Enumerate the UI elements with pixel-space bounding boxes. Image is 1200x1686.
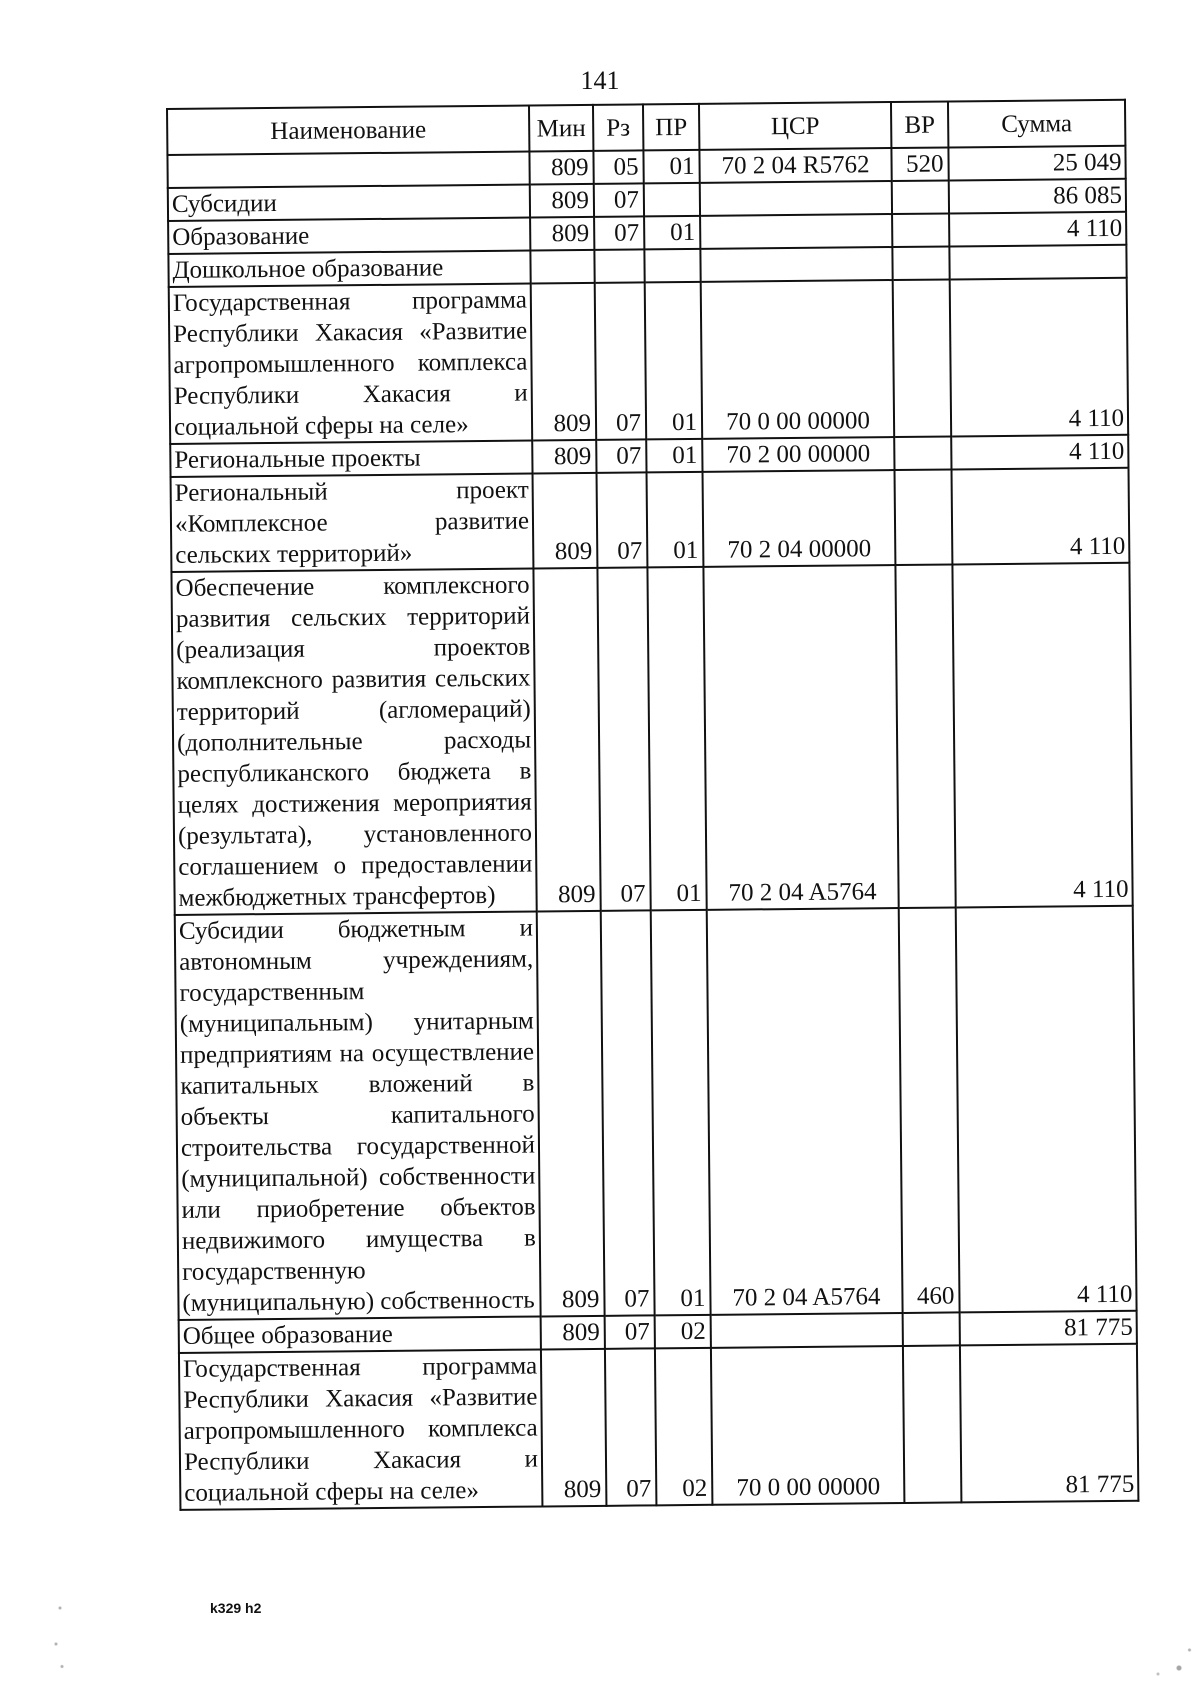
row-name: Государственная программа Республики Хакасия «Развитие агропромышленного комплекса Республики Хакасия и социальной сферы на селе» xyxy=(169,284,532,444)
row-rz: 05 xyxy=(593,150,643,183)
page-number: 141 xyxy=(580,66,620,95)
row-vr xyxy=(892,213,949,247)
row-vr: 460 xyxy=(899,907,960,1313)
row-csr xyxy=(700,181,892,216)
table-row xyxy=(179,1344,1138,1510)
row-name: Образование xyxy=(168,218,530,254)
row-csr: 70 2 00 00000 xyxy=(702,437,894,472)
row-rz: 07 xyxy=(594,183,644,216)
row-rz: 07 xyxy=(605,1315,655,1348)
budget-table xyxy=(166,99,1139,1511)
header-name: Наименование xyxy=(167,106,529,155)
row-sum: 25 049 xyxy=(948,146,1125,181)
row-name: Обеспечение комплексного развития сельских территорий (реализация проектов комплексного развития сельских территорий (агломераций) (дополнительные расходы республиканского бюджета в целях достижения мероприятия (результата), установленного соглашением о предоставлении межбюджетных трансфертов) xyxy=(171,568,536,914)
header-vr: ВР xyxy=(891,101,948,148)
row-sum: 4 110 xyxy=(949,212,1126,247)
row-min: 809 xyxy=(529,151,593,185)
row-sum: 4 110 xyxy=(952,563,1132,908)
scan-noise xyxy=(1130,1626,1200,1686)
row-sum: 81 775 xyxy=(960,1344,1138,1503)
row-sum: 86 085 xyxy=(949,179,1126,214)
document-code: k329 h2 xyxy=(210,1600,262,1616)
header-rz: Рз xyxy=(593,104,643,150)
row-csr xyxy=(711,1313,903,1348)
row-pr: 01 xyxy=(645,282,703,440)
row-rz: 07 xyxy=(596,439,646,472)
row-name: Субсидии бюджетным и автономным учреждениям, государственным (муниципальным) унитарным предприятиям на осуществление капитальных вложений в объекты капитального строительства государственной (муниципальной) собственности или приобретение объектов недвижимого имущества в государственную (муниципальную) собственность xyxy=(175,911,541,1319)
row-pr: 02 xyxy=(655,1348,713,1506)
row-sum: 4 110 xyxy=(951,435,1128,470)
row-vr xyxy=(894,436,951,470)
row-rz: 07 xyxy=(605,1348,657,1505)
row-pr: 01 xyxy=(647,472,704,568)
row-sum xyxy=(949,245,1126,280)
header-csr: ЦСР xyxy=(699,102,891,150)
row-rz: 07 xyxy=(595,282,647,439)
table-row xyxy=(169,278,1128,444)
row-pr xyxy=(644,249,700,283)
row-min: 809 xyxy=(531,283,597,441)
header-min: Мин xyxy=(529,105,593,152)
row-min xyxy=(530,250,594,284)
header-sum: Сумма xyxy=(948,100,1125,148)
row-rz: 07 xyxy=(594,216,644,249)
row-sum: 4 110 xyxy=(952,468,1130,565)
row-vr: 520 xyxy=(891,147,948,181)
row-vr xyxy=(893,279,952,437)
row-vr xyxy=(895,469,953,565)
row-min: 809 xyxy=(541,1349,607,1507)
row-name xyxy=(167,152,529,188)
row-csr xyxy=(700,214,892,249)
row-rz: 07 xyxy=(597,567,650,910)
row-name: Субсидии xyxy=(168,185,530,221)
row-csr: 70 0 00 00000 xyxy=(711,1346,904,1505)
row-vr xyxy=(895,564,955,908)
row-vr xyxy=(892,246,949,280)
row-min: 809 xyxy=(541,1316,605,1350)
row-name: Государственная программа Республики Хакасия «Развитие агропромышленного комплекса Республики Хакасия и социальной сферы на селе» xyxy=(179,1349,542,1509)
table-row xyxy=(171,563,1132,915)
row-name: Региональный проект «Комплексное развитие сельских территорий» xyxy=(171,473,534,571)
row-pr: 01 xyxy=(646,439,702,473)
table-row xyxy=(175,906,1137,1320)
row-name: Региональные проекты xyxy=(170,441,532,477)
row-csr xyxy=(700,247,892,282)
row-csr: 70 2 04 A5764 xyxy=(707,908,903,1315)
row-name: Дошкольное образование xyxy=(168,251,530,287)
row-vr xyxy=(892,180,949,214)
row-min: 809 xyxy=(537,911,605,1317)
row-pr: 01 xyxy=(644,216,700,250)
row-rz xyxy=(594,249,644,282)
row-min: 809 xyxy=(530,217,594,251)
row-min: 809 xyxy=(533,568,600,912)
row-pr: 01 xyxy=(651,910,711,1316)
row-pr: 01 xyxy=(647,567,706,911)
header-pr: ПР xyxy=(643,104,699,151)
table-row xyxy=(171,468,1130,572)
row-rz: 07 xyxy=(597,472,648,567)
row-sum: 4 110 xyxy=(950,278,1128,437)
row-pr: 02 xyxy=(655,1315,711,1349)
row-vr xyxy=(903,1345,962,1503)
row-csr: 70 2 04 R5762 xyxy=(699,148,891,183)
row-csr: 70 2 04 A5764 xyxy=(703,565,898,910)
row-min: 809 xyxy=(533,473,598,569)
row-csr: 70 2 04 00000 xyxy=(703,470,896,567)
scan-noise-left xyxy=(50,1590,70,1680)
row-sum: 81 775 xyxy=(960,1311,1137,1346)
row-name: Общее образование xyxy=(179,1316,541,1352)
row-csr: 70 0 00 00000 xyxy=(701,280,894,439)
row-min: 809 xyxy=(532,440,596,474)
row-pr: 01 xyxy=(643,150,699,184)
row-pr xyxy=(644,183,700,217)
row-vr xyxy=(903,1312,960,1346)
row-min: 809 xyxy=(530,184,594,218)
row-sum: 4 110 xyxy=(956,906,1137,1313)
row-rz: 07 xyxy=(601,910,655,1315)
